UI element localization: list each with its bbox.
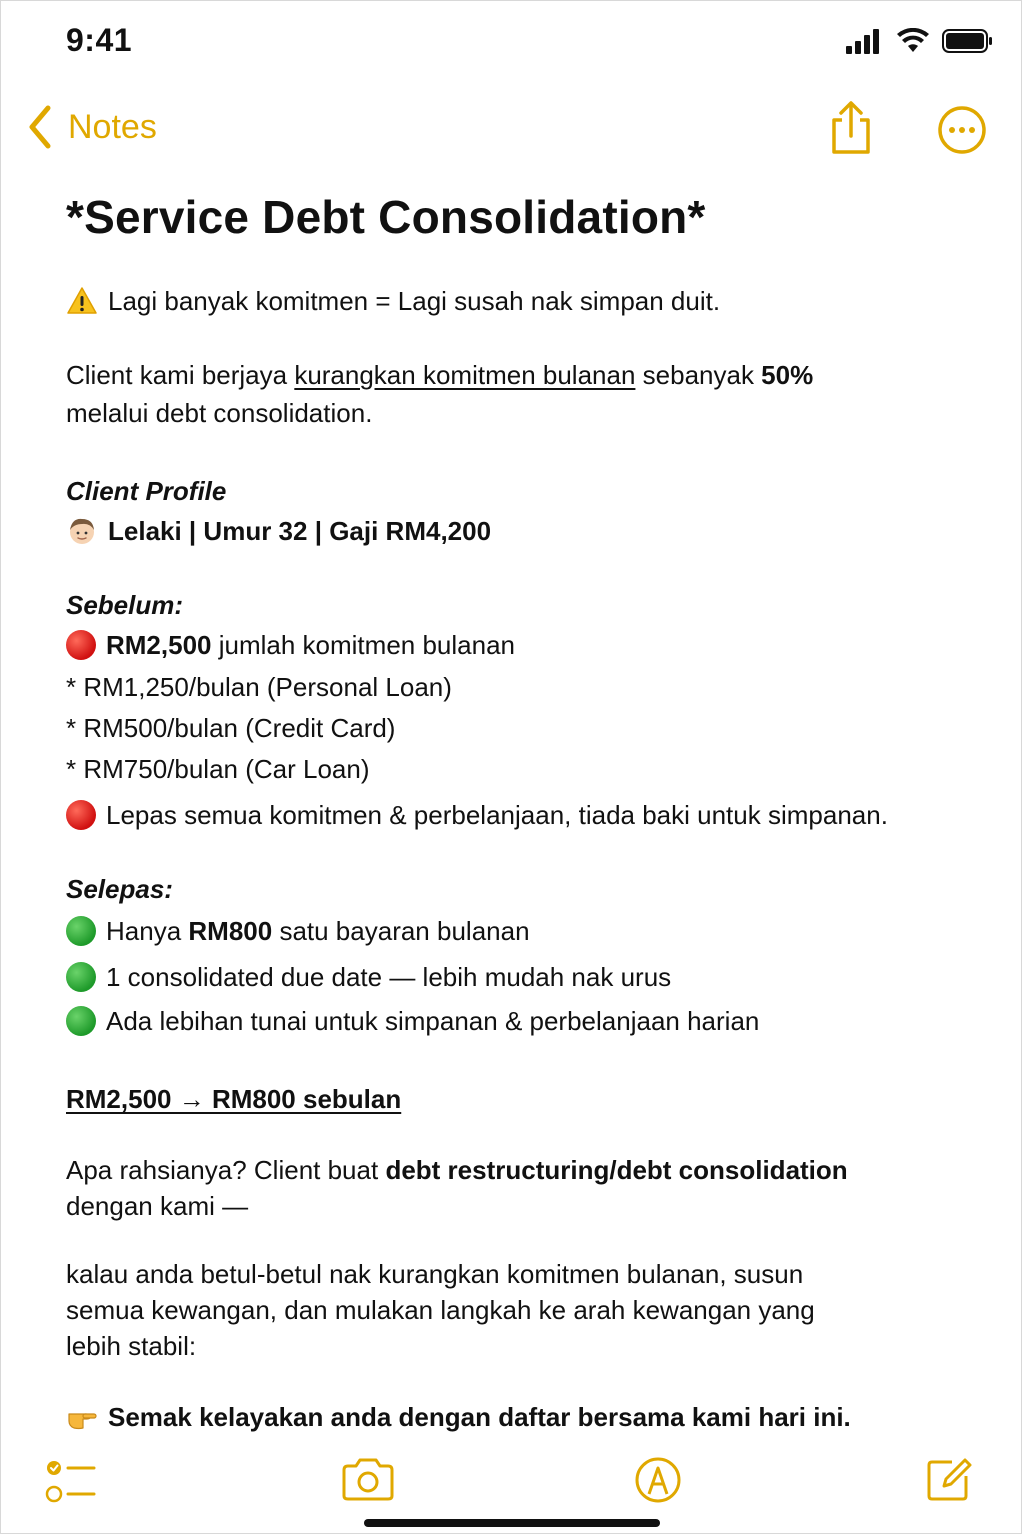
green-circle-icon: [66, 1006, 96, 1036]
warning-icon: [66, 285, 98, 317]
after-line-1: [66, 912, 966, 950]
secret-text: Apa rahsianya? Client buat: [66, 1155, 386, 1185]
intro-text-2: sebanyak: [635, 360, 762, 390]
cta-line: [66, 1398, 966, 1436]
before-total-amount: RM2,500: [106, 630, 212, 660]
checklist-button[interactable]: [44, 1456, 98, 1511]
before-total-text: jumlah komitmen bulanan: [211, 630, 515, 660]
after-line-2: [66, 958, 966, 996]
before-note-line: [66, 796, 966, 834]
intro-text-1: Client kami berjaya: [66, 360, 295, 390]
after-heading: Selepas:: [66, 874, 173, 904]
note-title: *Service Debt Consolidation*: [66, 191, 706, 243]
after-2-text: 1 consolidated due date — lebih mudah nak urus: [106, 962, 672, 992]
secret-paragraph: [66, 1152, 966, 1224]
intro-paragraph: [66, 356, 966, 432]
note-body[interactable]: [66, 186, 966, 1436]
green-circle-icon: [66, 916, 96, 946]
secret-line-2: dengan kami —: [66, 1191, 249, 1221]
before-total-line: [66, 626, 966, 664]
before-item: * RM1,250/bulan (Personal Loan): [66, 672, 452, 702]
compose-button[interactable]: [924, 1454, 974, 1509]
before-item: * RM750/bulan (Car Loan): [66, 754, 370, 784]
status-bar: [0, 0, 1024, 86]
camera-button[interactable]: [340, 1456, 396, 1507]
warning-text: Lagi banyak komitmen = Lagi susah nak simpan duit.: [108, 286, 721, 316]
green-circle-icon: [66, 962, 96, 992]
man-icon: [66, 515, 98, 547]
chevron-left-icon: [26, 104, 54, 150]
after-3-text: Ada lebihan tunai untuk simpanan & perbelanjaan harian: [106, 1006, 760, 1036]
status-time: 9:41: [66, 22, 133, 58]
signal-icon: [844, 28, 884, 54]
markup-icon: [634, 1456, 682, 1504]
red-circle-icon: [66, 800, 96, 830]
after-1-pre: Hanya: [106, 916, 189, 946]
more-icon: [936, 104, 988, 156]
intro-percent: 50%: [761, 360, 814, 390]
summary-line: RM2,500 → RM800 sebulan: [66, 1084, 402, 1114]
checklist-icon: [44, 1456, 98, 1506]
bottom-toolbar: [0, 1450, 1024, 1510]
profile-line: [66, 512, 966, 550]
more-options-button[interactable]: [936, 104, 988, 161]
cta-text: Semak kelayakan anda dengan daftar bersama kami hari ini.: [108, 1402, 851, 1432]
status-icons: [844, 28, 994, 54]
warning-line: [66, 282, 966, 320]
closing-paragraph: [66, 1256, 966, 1364]
home-indicator[interactable]: [364, 1519, 660, 1527]
wifi-icon: [896, 28, 930, 54]
after-1-post: satu bayaran bulanan: [272, 916, 530, 946]
intro-underlined: kurangkan komitmen bulanan: [294, 360, 636, 390]
before-note: Lepas semua komitmen & perbelanjaan, tiada baki untuk simpanan.: [106, 800, 888, 830]
share-button[interactable]: [828, 100, 874, 161]
profile-details: Lelaki | Umur 32 | Gaji RM4,200: [108, 516, 492, 546]
profile-heading: Client Profile: [66, 476, 227, 506]
battery-icon: [942, 28, 994, 54]
intro-line-2: melalui debt consolidation.: [66, 398, 373, 428]
camera-icon: [340, 1456, 396, 1502]
markup-button[interactable]: [634, 1456, 682, 1509]
before-item: * RM500/bulan (Credit Card): [66, 713, 396, 743]
pointing-hand-icon: [66, 1401, 98, 1433]
closing-line-2: semua kewangan, dan mulakan langkah ke arah kewangan yang: [66, 1295, 815, 1325]
secret-bold: debt restructuring/debt consolidation: [385, 1155, 848, 1185]
after-1-amount: RM800: [188, 916, 273, 946]
back-label: Notes: [68, 107, 157, 146]
share-icon: [828, 100, 874, 156]
navigation-bar: [0, 96, 1024, 166]
closing-line-3: lebih stabil:: [66, 1331, 197, 1361]
after-line-3: [66, 1002, 966, 1040]
back-button[interactable]: [26, 104, 157, 150]
compose-icon: [924, 1454, 974, 1504]
red-circle-icon: [66, 630, 96, 660]
before-heading: Sebelum:: [66, 590, 184, 620]
closing-line-1: kalau anda betul-betul nak kurangkan komitmen bulanan, susun: [66, 1259, 804, 1289]
